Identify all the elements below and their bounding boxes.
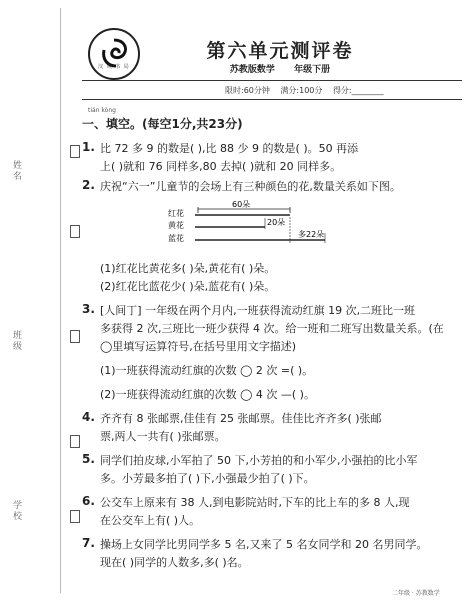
score-field: 得分:________ (332, 86, 384, 95)
question-number: 3. (82, 302, 95, 316)
flower-diagram (150, 195, 370, 257)
question-number: 2. (82, 178, 95, 192)
margin-box (70, 145, 80, 158)
margin-label-class: 班级 (11, 330, 21, 352)
question-number: 5. (82, 452, 95, 466)
time-limit: 限时:60分钟 (225, 86, 270, 95)
question-number: 6. (82, 494, 95, 508)
blue-label: 蓝花 (168, 234, 184, 243)
subtitle-subject: 苏教版数学 (229, 65, 275, 75)
red-label: 红花 (168, 209, 184, 218)
margin-box (70, 435, 80, 448)
margin-box (70, 330, 80, 343)
question-line: ◯里填写运算符号,在括号里用文字描述) (100, 340, 297, 353)
subtitle-grade: 年级下册 (294, 65, 331, 75)
total-label: 60朵 (232, 200, 251, 209)
exam-info (225, 85, 392, 96)
margin-label-name: 姓名 (11, 160, 21, 182)
question-line: 多。小芳最多拍了( )下,小强最少拍了( )下。 (100, 472, 315, 485)
question-line: [人间丁] 一年级在两个月内,一班获得流动红旗 19 次,二班比一班 (100, 304, 416, 317)
question-line: (1)红花比黄花多( )朵,黄花有( )朵。 (100, 262, 276, 275)
page-footer: 二年级 · 苏教数学 (392, 590, 440, 597)
question-line: 庆祝“六一”儿童节的会场上有三种颜色的花,数量关系如下图。 (100, 180, 401, 193)
question-line: 现在( )同学的人数多,多( )名。 (100, 556, 249, 569)
question-line: 上( )就和 76 同样多,80 去掉( )就和 20 同样多。 (100, 160, 342, 173)
section-pinyin: tián kòng (88, 107, 116, 114)
margin-box (70, 510, 80, 523)
question-line: 比 72 多 9 的数是( ),比 88 少 9 的数是( )。50 再添 (100, 142, 359, 155)
full-score: 满分:100分 (280, 86, 323, 95)
logo-text: 汉 风 书 局 (98, 64, 130, 70)
question-number: 7. (82, 536, 95, 550)
yellow-label: 黄花 (168, 221, 184, 230)
question-line: 公交车上原来有 38 人,到电影院站时,下车的比上车的多 8 人,现 (100, 496, 410, 509)
publisher-logo (88, 28, 140, 80)
question-line: 齐齐有 8 张邮票,佳佳有 25 张邮票。佳佳比齐齐多( )张邮 (100, 412, 382, 425)
margin-box (70, 225, 80, 238)
question-line: (2)一班获得流动红旗的次数 ◯ 4 次 —( )。 (100, 388, 315, 401)
question-line: 操场上女同学比男同学多 5 名,又来了 5 名女同学和 20 名男同学。 (100, 538, 428, 551)
question-line: (1)一班获得流动红旗的次数 ◯ 2 次 =( )。 (100, 364, 314, 377)
question-number: 1. (82, 140, 95, 154)
diff-label: 20朵 (267, 218, 286, 227)
question-line: 在公交车上有( )人。 (100, 514, 201, 527)
binding-line (60, 8, 61, 593)
section-title: 一、填空。(每空1分,共23分) (82, 117, 243, 131)
header-rule (82, 80, 462, 81)
blue-more-label: 多22朵 (298, 230, 325, 239)
page-subtitle (150, 62, 410, 75)
question-line: (2)红花比蓝花少( )朵,蓝花有( )朵。 (100, 280, 276, 293)
question-line: 同学们拍皮球,小军拍了 50 下,小芳拍的和小军少,小强拍的比小军 (100, 454, 418, 467)
question-line: 多获得 2 次,三班比一班少获得 4 次。给一班和二班写出数量关系。(在 (100, 322, 444, 335)
header-rule-2 (82, 99, 462, 100)
swirl-icon (90, 30, 138, 78)
question-number: 4. (82, 410, 95, 424)
question-line: 票,两人一共有( )张邮票。 (100, 430, 226, 443)
page-title: 第六单元测评卷 (206, 40, 354, 62)
margin-label-school: 学校 (11, 500, 21, 522)
